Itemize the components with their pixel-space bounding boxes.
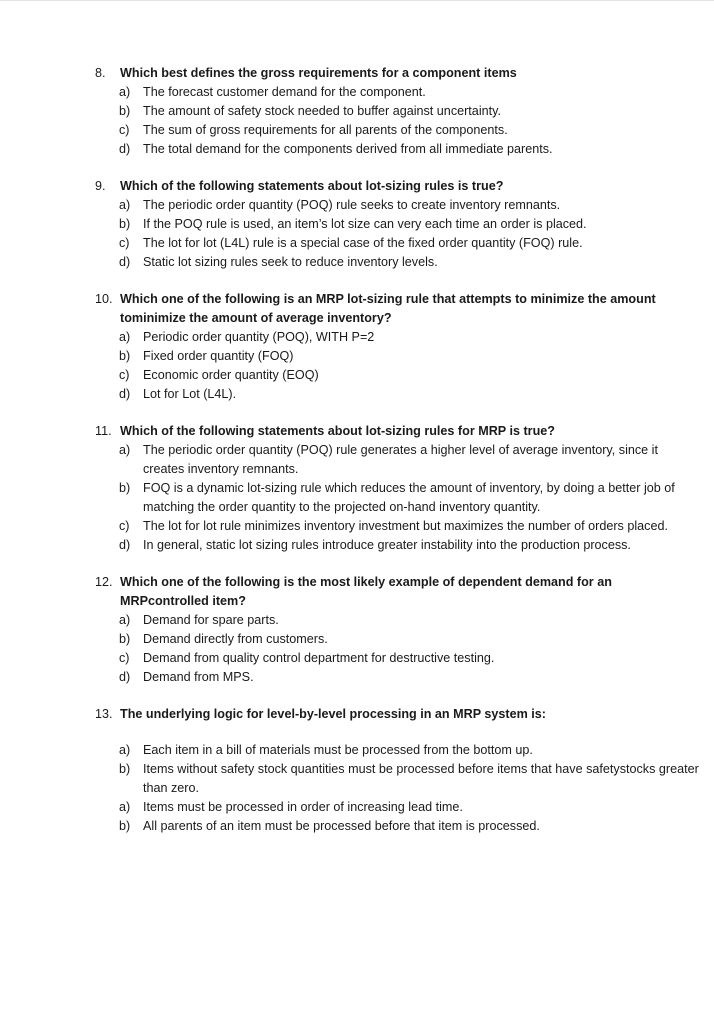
answer-option (95, 536, 701, 555)
question-heading (95, 573, 701, 611)
question-number: 12. (95, 575, 113, 589)
option-letter: a) (119, 800, 131, 814)
option-text: The total demand for the components derived from all immediate parents. (143, 142, 553, 156)
option-text: Lot for Lot (L4L). (143, 387, 237, 401)
option-letter: a) (119, 85, 131, 99)
option-text: The lot for lot (L4L) rule is a special case of the fixed order quantity (FOQ) rule. (143, 236, 583, 250)
option-letter: b) (119, 481, 131, 495)
question-5 (95, 573, 701, 687)
question-4 (95, 422, 701, 555)
answer-option (95, 517, 701, 536)
option-letter: a) (119, 443, 131, 457)
option-letter: d) (119, 670, 131, 684)
question-text: The underlying logic for level-by-level processing in an MRP system is: (120, 707, 546, 721)
question-number: 11. (95, 424, 112, 438)
option-letter: b) (119, 762, 131, 776)
option-letter: a) (119, 613, 131, 627)
option-text: Periodic order quantity (POQ), WITH P=2 (143, 330, 375, 344)
question-heading (95, 290, 701, 328)
option-letter: d) (119, 387, 131, 401)
answer-option (95, 366, 701, 385)
option-text: The forecast customer demand for the component. (143, 85, 426, 99)
question-number: 10. (95, 292, 113, 306)
option-text: Demand from quality control department for destructive testing. (143, 651, 495, 665)
answer-option (95, 328, 701, 347)
option-letter: d) (119, 538, 131, 552)
answer-option (95, 121, 701, 140)
option-letter: a) (119, 198, 131, 212)
option-text: Items must be processed in order of increasing lead time. (143, 800, 463, 814)
question-text: Which of the following statements about lot-sizing rules is true? (120, 179, 504, 193)
option-text: The lot for lot rule minimizes inventory investment but maximizes the number of orders placed. (143, 519, 668, 533)
question-number: 13. (95, 707, 113, 721)
option-letter: b) (119, 819, 131, 833)
question-heading (95, 422, 701, 441)
question-text: Which one of the following is the most likely example of dependent demand for an MRPcontrolled item? (120, 575, 612, 608)
option-text: Economic order quantity (EOQ) (143, 368, 319, 382)
answer-option (95, 649, 701, 668)
option-letter: c) (119, 519, 130, 533)
answer-option (95, 798, 701, 817)
option-text: Items without safety stock quantities must be processed before items that have safetystocks greater than zero. (143, 762, 699, 795)
option-letter: c) (119, 123, 130, 137)
option-text: FOQ is a dynamic lot-sizing rule which reduces the amount of inventory, by doing a better job of matching the order quantity to the projected on-hand inventory quantity. (143, 481, 675, 514)
question-heading (95, 64, 701, 83)
answer-option (95, 253, 701, 272)
question-heading (95, 177, 701, 196)
question-2 (95, 177, 701, 272)
answer-option (95, 817, 701, 836)
question-3 (95, 290, 701, 404)
answer-option (95, 83, 701, 102)
answer-option (95, 441, 701, 479)
answer-option (95, 741, 701, 760)
option-letter: c) (119, 368, 130, 382)
option-letter: d) (119, 255, 131, 269)
question-text: Which one of the following is an MRP lot-sizing rule that attempts to minimize the amount tominimize the amount of average inventory? (120, 292, 656, 325)
option-text: The periodic order quantity (POQ) rule seeks to create inventory remnants. (143, 198, 561, 212)
question-list (95, 64, 701, 854)
answer-option (95, 760, 701, 798)
page-top-divider (0, 0, 714, 1)
answer-option (95, 385, 701, 404)
question-text: Which best defines the gross requirements for a component items (120, 66, 517, 80)
option-letter: d) (119, 142, 131, 156)
question-1 (95, 64, 701, 159)
option-text: All parents of an item must be processed before that item is processed. (143, 819, 540, 833)
answer-option (95, 215, 701, 234)
answer-option (95, 234, 701, 253)
option-letter: b) (119, 632, 131, 646)
option-text: If the POQ rule is used, an item’s lot size can very each time an order is placed. (143, 217, 587, 231)
question-heading (95, 705, 701, 724)
option-text: Demand for spare parts. (143, 613, 279, 627)
answer-option (95, 102, 701, 121)
option-letter: c) (119, 651, 130, 665)
option-text: The sum of gross requirements for all parents of the components. (143, 123, 508, 137)
option-text: In general, static lot sizing rules introduce greater instability into the production process. (143, 538, 631, 552)
option-letter: c) (119, 236, 130, 250)
option-letter: a) (119, 743, 131, 757)
option-letter: b) (119, 217, 131, 231)
question-6 (95, 705, 701, 836)
option-letter: b) (119, 349, 131, 363)
answer-option (95, 347, 701, 366)
answer-option (95, 140, 701, 159)
question-number: 9. (95, 179, 106, 193)
option-text: Demand from MPS. (143, 670, 254, 684)
question-spacer (95, 724, 701, 741)
answer-option (95, 611, 701, 630)
question-number: 8. (95, 66, 106, 80)
option-letter: a) (119, 330, 131, 344)
option-text: Fixed order quantity (FOQ) (143, 349, 294, 363)
option-letter: b) (119, 104, 131, 118)
option-text: The amount of safety stock needed to buffer against uncertainty. (143, 104, 501, 118)
answer-option (95, 630, 701, 649)
option-text: Each item in a bill of materials must be processed from the bottom up. (143, 743, 533, 757)
option-text: Static lot sizing rules seek to reduce inventory levels. (143, 255, 438, 269)
answer-option (95, 668, 701, 687)
option-text: The periodic order quantity (POQ) rule generates a higher level of average inventory, since it creates inventory remnants. (143, 443, 658, 476)
answer-option (95, 196, 701, 215)
option-text: Demand directly from customers. (143, 632, 328, 646)
answer-option (95, 479, 701, 517)
question-text: Which of the following statements about lot-sizing rules for MRP is true? (120, 424, 555, 438)
